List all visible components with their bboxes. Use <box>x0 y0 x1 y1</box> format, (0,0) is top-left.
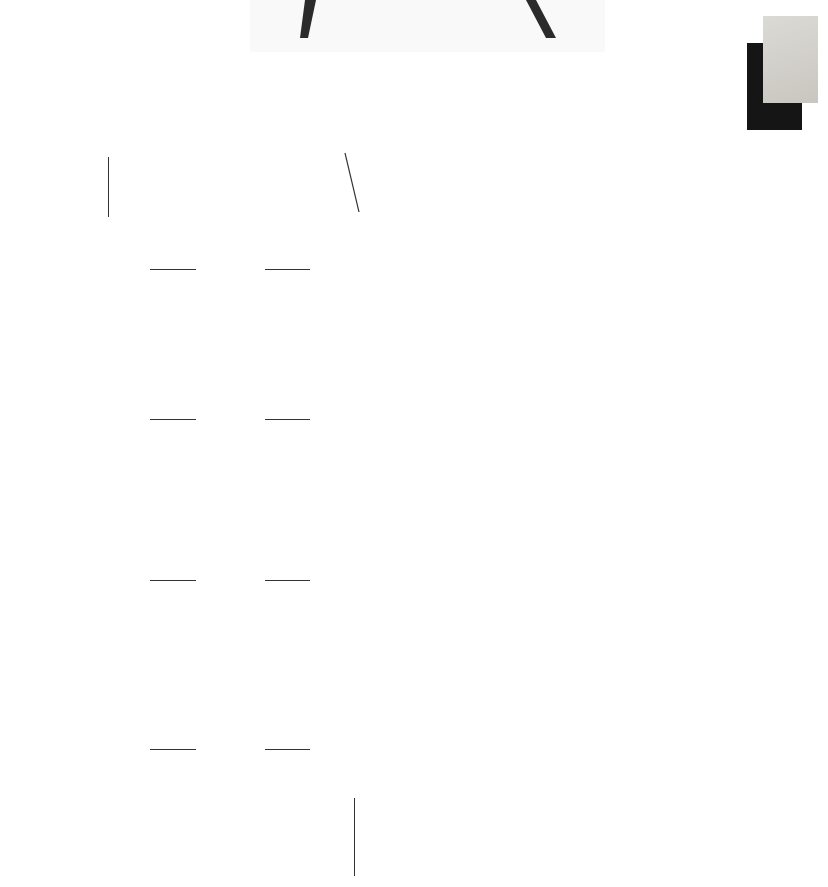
spec-divider <box>354 798 355 876</box>
